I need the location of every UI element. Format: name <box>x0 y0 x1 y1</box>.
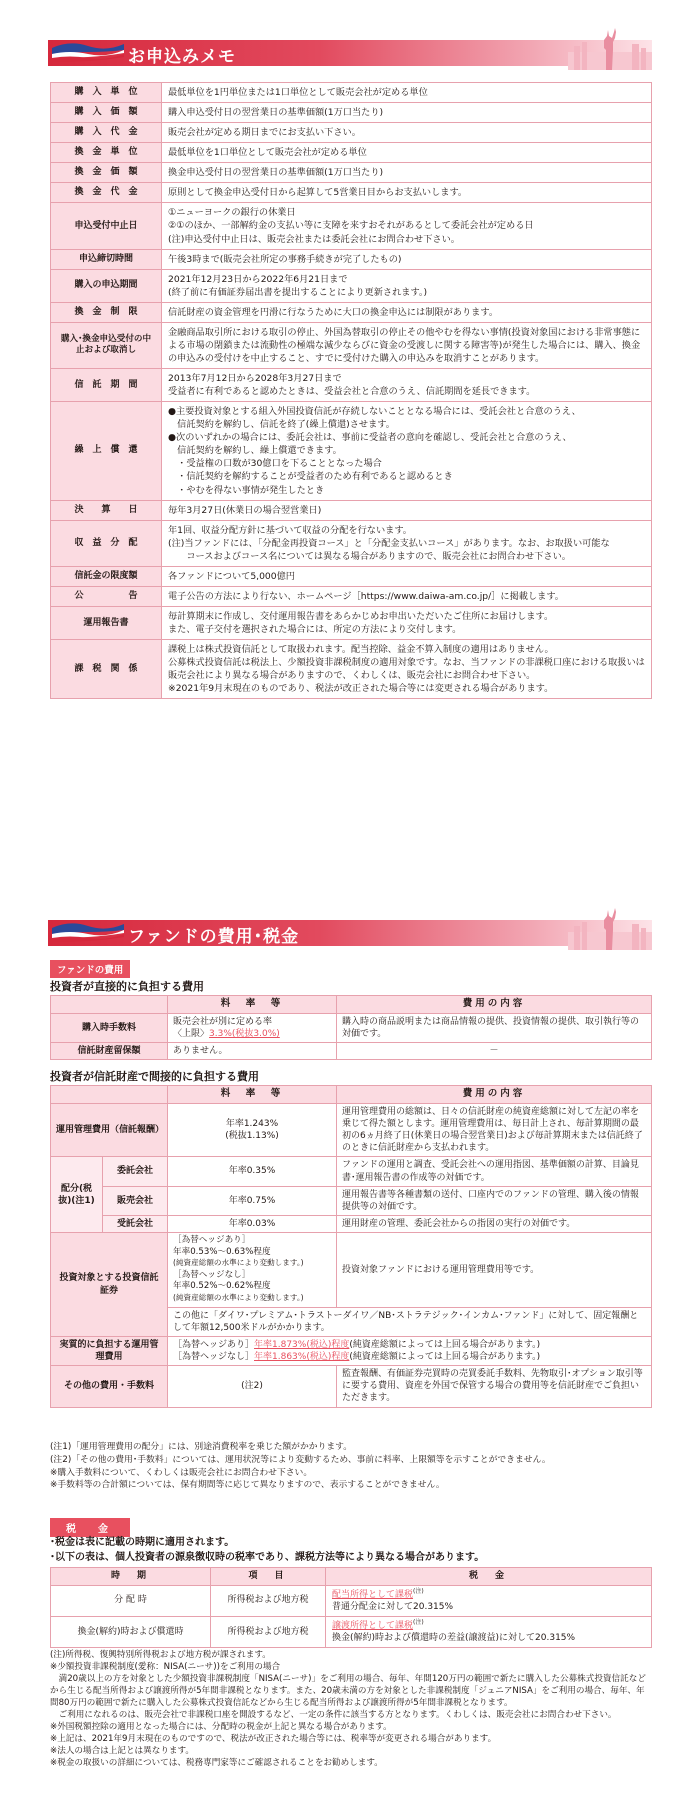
memo-line: 課税上は株式投資信託として取扱われます。配当控除、益金不算入制度の適用はありません。 <box>168 644 554 656</box>
memo-row-value <box>162 520 652 566</box>
memo-row <box>51 640 652 699</box>
memo-row-value: 信託財産の資金管理を円滑に行なうために大口の換金申込には制限があります。 <box>162 302 652 322</box>
target-fund-content: 投資対象ファンドにおける運用管理費用等です。 <box>337 1233 652 1308</box>
other-fee-header: その他の費用・手数料 <box>51 1366 168 1407</box>
memo-line: ※2021年9月末現在のものであり、税法が改正された場合等には変更される場合があります。 <box>168 683 554 695</box>
memo-row <box>51 269 652 302</box>
direct-cost-title: 投資者が直接的に負担する費用 <box>50 980 204 993</box>
memo-row-header: 運用報告書 <box>51 606 162 639</box>
note: ※外国税額控除の適用となった場合には、分配時の税金が上記と異なる場合があります。 <box>50 1722 392 1733</box>
memo-row <box>51 143 652 163</box>
flag-icon <box>52 918 124 946</box>
note: ※税金の取扱いの詳細については、税務専門家等にご確認されることをお勧めします。 <box>50 1758 383 1769</box>
flag-icon <box>52 38 124 66</box>
memo-line: 2021年12月23日から2022年6月21日まで <box>168 273 348 285</box>
col-rate: 料 率 等 <box>168 1086 337 1104</box>
purchase-fee-header: 購入時手数料 <box>51 1013 168 1042</box>
banner-title: ファンドの費用･税金 <box>128 927 300 947</box>
memo-line: (注)申込受付中止日は、販売会社または委託会社にお問合わせ下さい。 <box>168 233 460 245</box>
note: ※法人の場合は上記とは異なります。 <box>50 1746 195 1757</box>
memo-row-value: 購入申込受付日の翌営業日の基準価額(1万口当たり) <box>162 103 652 123</box>
tax-item: 所得税および地方税 <box>211 1585 326 1616</box>
memo-line: ②①のほか、一部解約金の支払い等に支障を来すおそれがあるとして委託会社が定める日 <box>168 220 534 232</box>
memo-row-header: 決 算 日 <box>51 500 162 520</box>
application-memo-table <box>50 82 652 699</box>
alloc-name: 販売会社 <box>103 1186 168 1215</box>
memo-row-header: 購入･換金申込受付の中止および取消し <box>51 322 162 368</box>
col-empty <box>51 1086 168 1104</box>
memo-row-header: 換 金 価 額 <box>51 163 162 183</box>
memo-line: ・受益権の口数が30億口を下ることとなった場合 <box>168 458 382 470</box>
memo-line: 信託契約を解約し、繰上償還できます。 <box>168 445 342 457</box>
memo-row-header: 申込締切時間 <box>51 249 162 269</box>
tax-value: 配当所得として課税$^{(注)}$ 普通分配金に対して20.315% <box>326 1585 652 1616</box>
memo-row-value: 販売会社が定める期日までにお支払い下さい。 <box>162 123 652 143</box>
col-rate: 料 率 等 <box>168 996 337 1014</box>
alloc-rate: 年率0.03% <box>168 1215 337 1232</box>
note: ※手数料等の合計額については、保有期間等に応じて異なりますので、表示することができません。 <box>50 1480 445 1491</box>
memo-row-value: 換金申込受付日の翌営業日の基準価額(1万口当たり) <box>162 163 652 183</box>
memo-row-value <box>162 203 652 249</box>
memo-row-value: 原則として換金申込受付日から起算して5営業日目からお支払いします。 <box>162 183 652 203</box>
other-fee-rate: (注2) <box>168 1366 337 1407</box>
tax-time: 分 配 時 <box>51 1585 211 1616</box>
target-fund-rate: ［為替ヘッジあり］ 年率0.53%～0.63%程度 (純資産総額の水準により変動します。) ［為替ヘッジなし］ 年率0.52%～0.62%程度 (純資産総額の水準により変動します。) <box>168 1233 337 1308</box>
alloc-content: ファンドの運用と調査、受託会社への運用指図、基準価額の計算、目論見書･運用報告書の作成等の対価です。 <box>337 1157 652 1186</box>
retained-rate: ありません。 <box>168 1043 337 1060</box>
memo-row-header: 信託金の限度額 <box>51 566 162 586</box>
memo-row <box>51 123 652 143</box>
memo-line: また、電子交付を選択された場合には、所定の方法により交付します。 <box>168 624 462 635</box>
memo-line: 受益者に有利であると認めたときは、受益会社と合意のうえ、信託期間を延長できます。 <box>168 386 536 398</box>
memo-row <box>51 586 652 606</box>
memo-row-header: 信 託 期 間 <box>51 369 162 402</box>
mgmt-fee-rate: 年率1.243% (税抜1.13%) <box>168 1103 337 1157</box>
memo-row <box>51 322 652 368</box>
memo-row-header: 公 告 <box>51 586 162 606</box>
memo-row-header: 換 金 代 金 <box>51 183 162 203</box>
col-content: 費用の内容 <box>337 996 652 1014</box>
memo-row <box>51 566 652 586</box>
tax-item: 所得税および地方税 <box>211 1616 326 1647</box>
col-item: 項 目 <box>211 1568 326 1586</box>
note: ※少額投資非課税制度(愛称：NISA(ニーサ))をご利用の場合 <box>50 1662 281 1673</box>
memo-row-value <box>162 402 652 500</box>
memo-row <box>51 203 652 249</box>
memo-row-value <box>162 640 652 699</box>
real-fee-header: 実質的に負担する運用管理費用 <box>51 1336 168 1365</box>
target-fund-extra: この他に「ダイワ･プレミアム･トラストーダイワ／NB･ストラテジック･インカム･ファンド」に対して、固定報酬として年額12,500米ドルがかかります。 <box>168 1307 652 1336</box>
allocation-header: 配分(税抜)(注1) <box>51 1157 103 1233</box>
indirect-cost-table <box>50 1085 652 1408</box>
memo-row-header: 購 入 代 金 <box>51 123 162 143</box>
memo-line: (終了前に有価証券届出書を提出することにより更新されます。) <box>168 286 428 298</box>
other-fee-content: 監査報酬、有価証券売買時の売買委託手数料、先物取引･オプション取引等に要する費用、資産を外国で保管する場合の費用等を信託財産でご負担いただきます。 <box>337 1366 652 1407</box>
memo-line: ・やむを得ない事情が発生したとき <box>168 484 325 496</box>
memo-row-header: 換 金 制 限 <box>51 302 162 322</box>
memo-row <box>51 369 652 402</box>
purchase-fee-rate: 販売会社が別に定める率 〈上限〉3.3%(税抜3.0%) <box>168 1013 337 1042</box>
mgmt-fee-header: 運用管理費用（信託報酬） <box>51 1103 168 1157</box>
memo-row-value: 各ファンドについて5,000億円 <box>162 566 652 586</box>
memo-row-value <box>162 606 652 639</box>
memo-line: 信託契約を解約し、信託を終了(繰上償還)させます。 <box>168 419 395 431</box>
indirect-cost-title: 投資者が信託財産で間接的に負担する費用 <box>50 1070 259 1083</box>
note: ※購入手数料について、くわしくは販売会社にお問合わせ下さい。 <box>50 1467 313 1478</box>
memo-row-header: 購 入 価 額 <box>51 103 162 123</box>
purchase-fee-content: 購入時の商品説明または商品情報の提供、投資情報の提供、取引執行等の対価です。 <box>337 1013 652 1042</box>
tax-label: 税 金 <box>50 1518 130 1537</box>
target-fund-header: 投資対象とする投資信託証券 <box>51 1233 168 1337</box>
memo-line: 公募株式投資信託は税法上、少額投資非課税制度の適用対象です。なお、当ファンドの非課税口座における取扱いは販売会社により異なる場合がありますので、くわしくは、販売会社にお問合わせ下さい。 <box>168 657 645 682</box>
memo-line: ●主要投資対象とする組入外国投資信託が存続しないこととなる場合には、受託会社と合意のうえ、 <box>168 406 581 418</box>
col-time: 時 期 <box>51 1568 211 1586</box>
memo-line: ●次のいずれかの場合には、委託会社は、事前に受益者の意向を確認し、受託会社と合意のうえ、 <box>168 432 572 444</box>
memo-line: 年1回、収益分配方針に基づいて収益の分配を行ないます。 <box>168 524 412 536</box>
memo-row <box>51 500 652 520</box>
note: (注)所得税、復興特別所得税および地方税が課されます。 <box>50 1650 271 1660</box>
memo-row-value: 最低単位を1円単位または1口単位として販売会社が定める単位 <box>162 83 652 103</box>
col-content: 費用の内容 <box>337 1086 652 1104</box>
note: ※上記は、2021年9月末現在のものですので、税法が改正された場合等には、税率等が変更される場合があります。 <box>50 1734 497 1745</box>
memo-row-header: 申込受付中止日 <box>51 203 162 249</box>
tax-time: 換金(解約)時および償還時 <box>51 1616 211 1647</box>
retained-header: 信託財産留保額 <box>51 1043 168 1060</box>
tax-value: 譲渡所得として課税$^{(注)}$ 換金(解約)時および償還時の差益(譲渡益)に対して20.315% <box>326 1616 652 1647</box>
retained-content: － <box>337 1043 652 1060</box>
col-empty <box>51 996 168 1014</box>
tax-bullets <box>50 1536 484 1565</box>
memo-row <box>51 302 652 322</box>
alloc-rate: 年率0.35% <box>168 1157 337 1186</box>
memo-row <box>51 402 652 500</box>
note: (注1)「運用管理費用の配分」には、別途消費税率を乗じた額がかかります。 <box>50 1442 353 1452</box>
memo-row-header: 購 入 単 位 <box>51 83 162 103</box>
statue-of-liberty-icon <box>568 906 652 950</box>
memo-row-value: 午後3時まで(販売会社所定の事務手続きが完了したもの) <box>162 249 652 269</box>
memo-row-header: 換 金 単 位 <box>51 143 162 163</box>
memo-line: ・信託契約を解約することが受益者のため有利であると認めるとき <box>168 471 453 483</box>
memo-row-value: 毎年3月27日(休業日の場合翌営業日) <box>162 500 652 520</box>
memo-line: ①ニューヨークの銀行の休業日 <box>168 207 296 219</box>
bullet: ･税金は表に記載の時期に適用されます。 <box>50 1537 235 1548</box>
alloc-content: 運用報告書等各種書類の送付、口座内でのファンドの管理、購入後の情報提供等の対価です。 <box>337 1186 652 1215</box>
fee-notes <box>50 1441 652 1492</box>
memo-row <box>51 83 652 103</box>
note: 満20歳以上の方を対象とした少額投資非課税制度「NISA(ニーサ)」をご利用の場合、毎年、年間120万円の範囲で新たに購入した公募株式投資信託などから生じる配当所得および譲渡所得が5年間非課税となります。また、20歳未満の方を対象とした非課税制度「ジュニアNISA」をご利用の場合、毎年、年間80万円の範囲で新たに購入した公募株式投資信託などから生じる配当所得および譲渡所得が5年間非課税となります。 <box>50 1674 646 1709</box>
memo-row-value: 電子公告の方法により行ない、ホームページ［https://www.daiwa-am.co.jp/］に掲載します。 <box>162 586 652 606</box>
memo-row-header: 課 税 関 係 <box>51 640 162 699</box>
alloc-name: 受託会社 <box>103 1215 168 1232</box>
fund-cost-label: ファンドの費用 <box>50 960 130 978</box>
memo-row-value: 金融商品取引所における取引の停止、外国為替取引の停止その他やむを得ない事情(投資対象国における非常事態による市場の閉鎖または流動性の極端な減少ならびに資金の受渡しに関する障害等)が発生した場合には、購入、換金の申込みの受付けを中止すること、すでに受付けた購入の申込みを取消すことがあります。 <box>162 322 652 368</box>
real-fee-value: ［為替ヘッジあり］年率1.873%(税込)程度(純資産総額によっては上回る場合があります。) ［為替ヘッジなし］年率1.863%(税込)程度(純資産総額によっては上回る場合があります。) <box>168 1336 652 1365</box>
direct-cost-table <box>50 995 652 1060</box>
col-tax: 税 金 <box>326 1568 652 1586</box>
alloc-name: 委託会社 <box>103 1157 168 1186</box>
memo-row <box>51 103 652 123</box>
memo-row <box>51 606 652 639</box>
note: (注2)「その他の費用･手数料」については、運用状況等により変動するため、事前に料率、上限額等を示すことができません。 <box>50 1454 551 1465</box>
note: ご利用になれるのは、販売会社で非課税口座を開設するなど、一定の条件に該当する方となります。くわしくは、販売会社にお問合わせ下さい。 <box>50 1710 617 1721</box>
memo-row <box>51 163 652 183</box>
alloc-rate: 年率0.75% <box>168 1186 337 1215</box>
memo-row <box>51 249 652 269</box>
mgmt-fee-content: 運用管理費用の総額は、日々の信託財産の純資産総額に対して左記の率を乗じて得た額とします。運用管理費用は、毎日計上され、毎計算期間の最初の6ヵ月終了日(休業日の場合翌営業日)および毎計算期末または信託終了のときに信託財産から支払われます。 <box>337 1103 652 1157</box>
memo-row-header: 収 益 分 配 <box>51 520 162 566</box>
memo-row <box>51 520 652 566</box>
memo-line: 2013年7月12日から2028年3月27日まで <box>168 373 342 384</box>
memo-row-value: 最低単位を1口単位として販売会社が定める単位 <box>162 143 652 163</box>
memo-row <box>51 183 652 203</box>
memo-row-header: 繰 上 償 還 <box>51 402 162 500</box>
memo-line: コースおよびコース名については異なる場合がありますので、販売会社にお問合わせ下さい。 <box>168 550 571 562</box>
tax-table <box>50 1567 652 1648</box>
memo-banner <box>48 26 652 70</box>
fees-banner <box>48 906 652 950</box>
bullet: ･以下の表は、個人投資者の源泉徴収時の税率であり、課税方法等により異なる場合があります。 <box>50 1551 485 1563</box>
alloc-content: 運用財産の管理、委託会社からの指図の実行の対価です。 <box>337 1215 652 1232</box>
memo-line: (注)当ファンドには、「分配金再投資コース」と「分配金支払いコース」があります。なお、お取扱い可能な <box>168 537 610 549</box>
banner-title: お申込みメモ <box>128 47 236 67</box>
memo-row-header: 購入の申込期間 <box>51 269 162 302</box>
memo-row-value <box>162 269 652 302</box>
memo-row-value <box>162 369 652 402</box>
memo-line: 毎計算期末に作成し、交付運用報告書をあらかじめお申出いただいたご住所にお届けします。 <box>168 610 554 622</box>
tax-notes <box>50 1649 652 1769</box>
statue-of-liberty-icon <box>568 26 652 70</box>
